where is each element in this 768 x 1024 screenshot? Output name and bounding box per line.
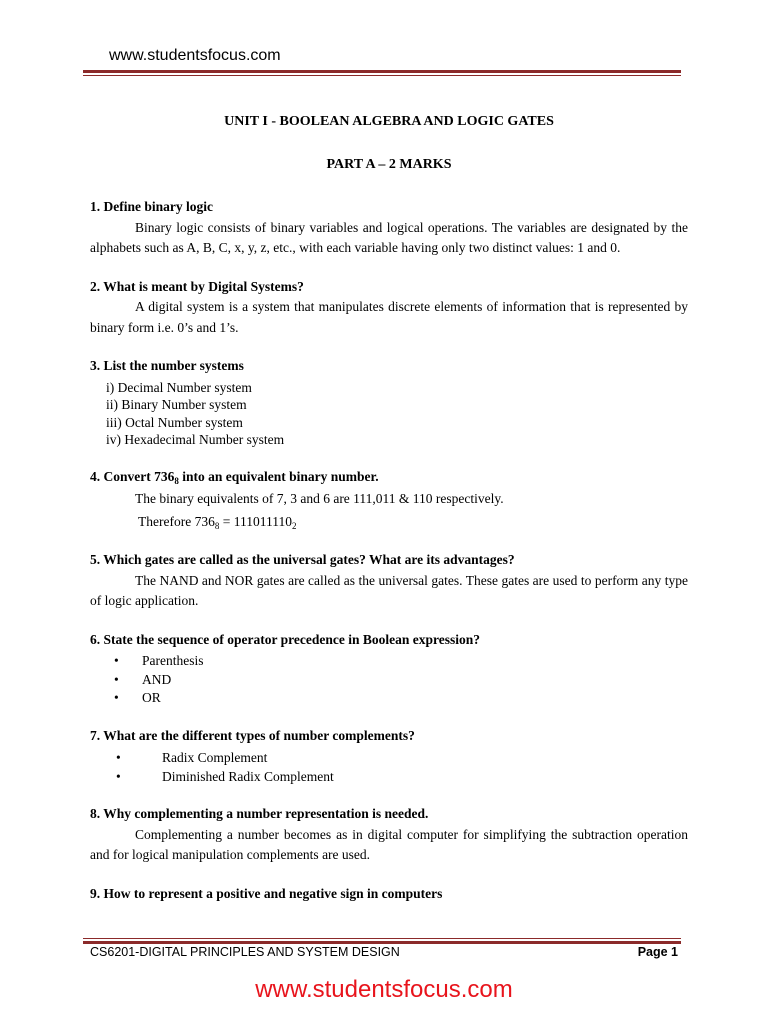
answer-1: Binary logic consists of binary variables and logical operations. The variables are designated by the alphabets such as A, B, C, x, y, z, etc., with each variable having only two distinct values: 1 and 0. (90, 219, 688, 255)
bullet-icon: • (114, 690, 119, 705)
answer-8: Complementing a number becomes as in digital computer for simplifying the subtraction operation and for logical manipulation complements are used. (90, 826, 688, 862)
document-body (90, 112, 688, 904)
question-1: 1. Define binary logic (90, 199, 213, 214)
bullet-icon: • (114, 653, 119, 668)
header-rule-thick (83, 70, 681, 73)
question-3: 3. List the number systems (90, 358, 244, 373)
question-8: 8. Why complementing a number representation is needed. (90, 806, 429, 821)
complements-list (90, 748, 688, 786)
list-item: • OR (114, 689, 688, 708)
unit-title: UNIT I - BOOLEAN ALGEBRA AND LOGIC GATES (224, 114, 554, 129)
question-7: 7. What are the different types of number complements? (90, 727, 415, 743)
list-item: • Parenthesis (114, 652, 688, 671)
list-item: ii) Binary Number system (106, 397, 247, 412)
header-rule-thin (83, 75, 681, 76)
question-5: 5. Which gates are called as the universal gates? What are its advantages? (90, 552, 515, 567)
answer-2: A digital system is a system that manipulates discrete elements of information that is represented by binary form i.e. 0’s and 1’s. (90, 299, 688, 335)
list-item: • Diminished Radix Complement (116, 769, 334, 784)
question-4: 4. Convert $736_8$ into an equivalent binary number. (90, 468, 379, 486)
bullet-icon: • (116, 750, 121, 765)
list-item: iv) Hexadecimal Number system (106, 432, 285, 447)
header-url[interactable]: www.studentsfocus.com (109, 47, 281, 64)
bullet-icon: • (116, 769, 121, 784)
list-item: iii) Octal Number system (106, 414, 243, 430)
part-title: PART A – 2 MARKS (326, 156, 452, 172)
footer-rule-thin (83, 938, 681, 939)
number-systems-list (90, 379, 688, 449)
list-item: • Radix Complement (116, 750, 268, 765)
question-9: 9. How to represent a positive and negative sign in computers (90, 885, 443, 901)
footer-course-name: CS6201-DIGITAL PRINCIPLES AND SYSTEM DESIGN (90, 945, 400, 959)
footer-rule-thick (83, 941, 681, 944)
question-6: 6. State the sequence of operator precedence in Boolean expression? (90, 631, 480, 647)
footer-page-number: Page 1 (637, 945, 678, 959)
answer-4-line-2: Therefore $736_8 = 111011110_2$ (138, 513, 297, 531)
footer-url[interactable]: www.studentsfocus.com (255, 976, 513, 1003)
question-2: 2. What is meant by Digital Systems? (90, 278, 304, 294)
precedence-list (90, 652, 688, 708)
answer-4-line-1: The binary equivalents of 7, 3 and 6 are 111,011 & 110 respectively. (135, 491, 504, 506)
list-item: • AND (114, 671, 688, 690)
answer-5: The NAND and NOR gates are called as the universal gates. These gates are used to perform any type of logic application. (90, 572, 688, 608)
bullet-icon: • (114, 671, 119, 687)
list-item: i) Decimal Number system (106, 379, 252, 395)
